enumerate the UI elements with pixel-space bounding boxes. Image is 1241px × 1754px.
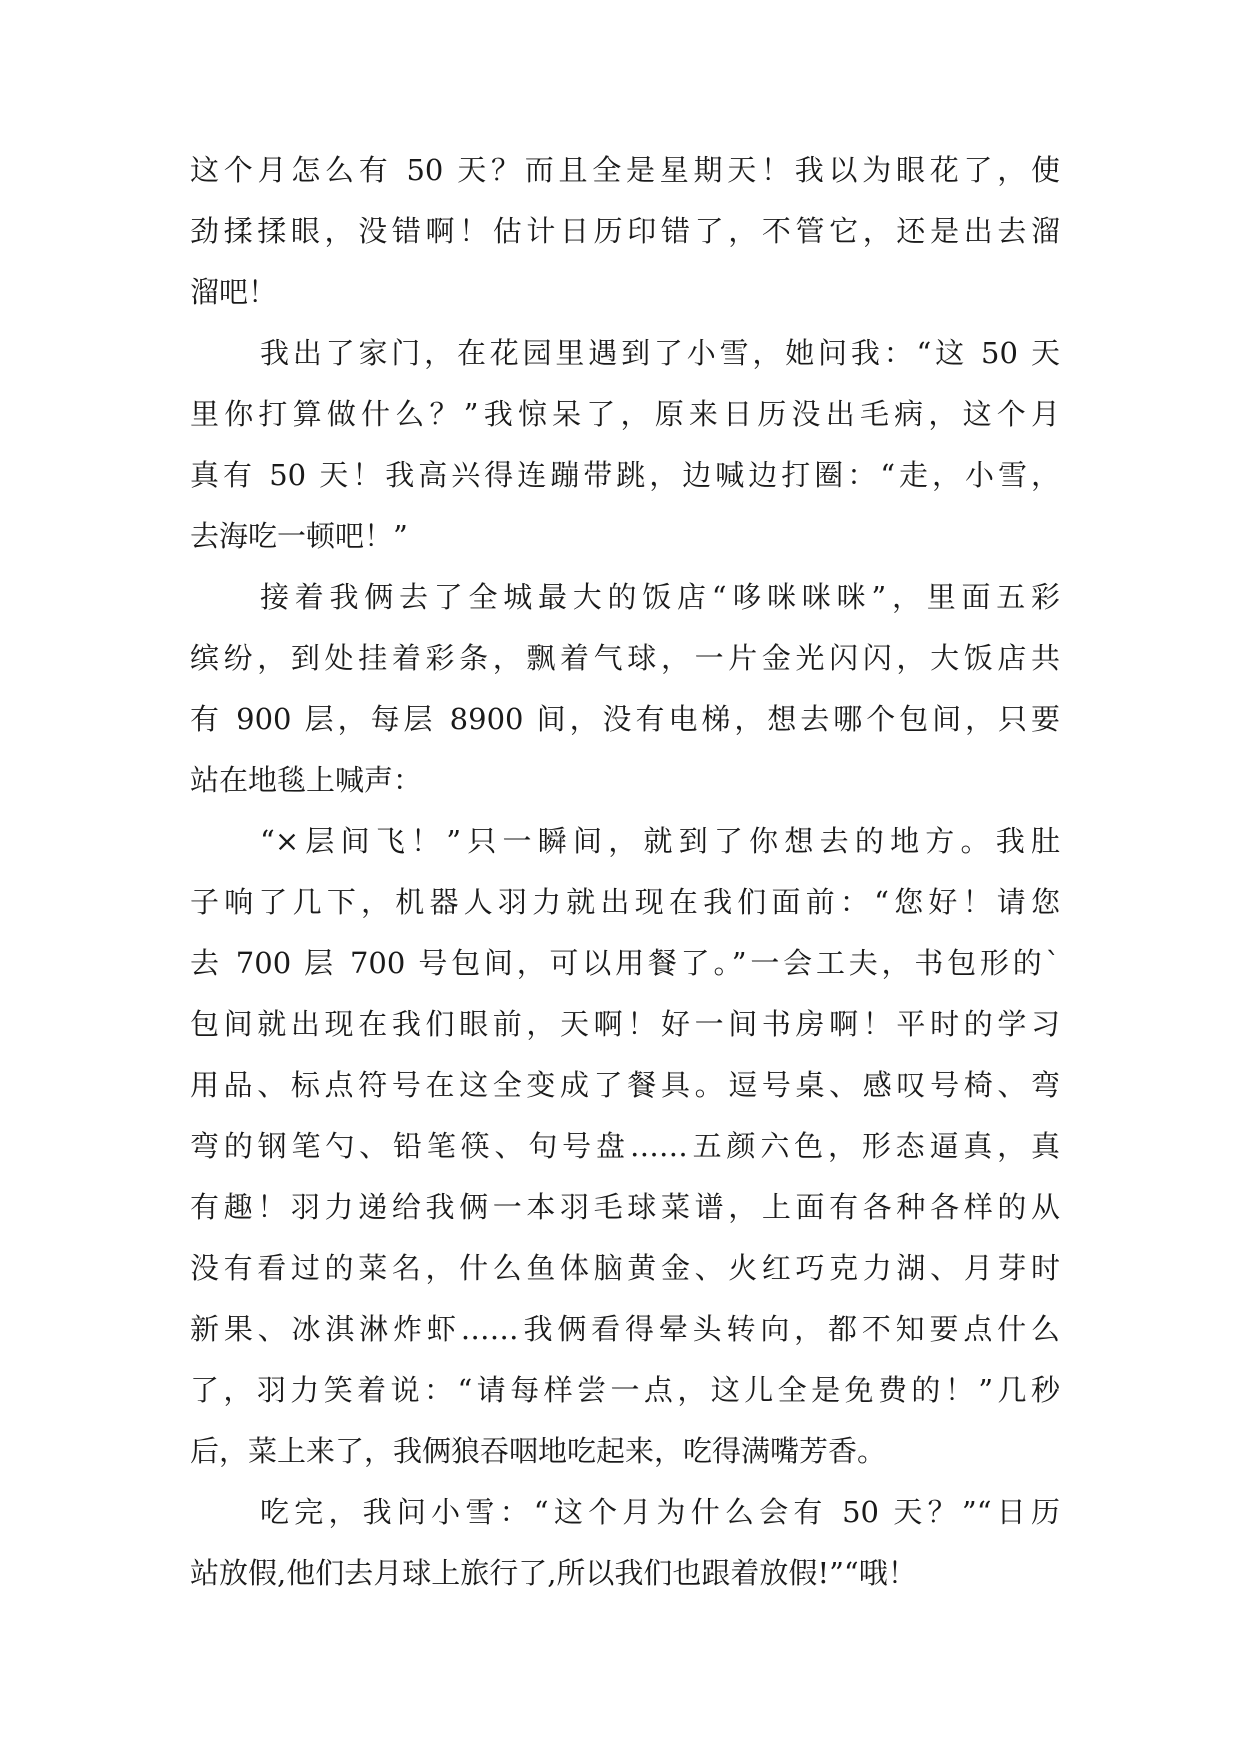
text-line: 缤纷，到处挂着彩条，飘着气球，一片金光闪闪，大饭店共 [190, 641, 1060, 675]
text-line: 用品、标点符号在这全变成了餐具。逗号桌、感叹号椅、弯 [190, 1068, 1060, 1102]
paragraph [190, 1482, 1060, 1604]
paragraph [190, 323, 1060, 567]
text-line: 了，羽力笑着说：“请每样尝一点，这儿全是免费的！”几秒 [190, 1373, 1060, 1407]
text-line: 溜吧！ [190, 275, 278, 309]
text-line: 我出了家门，在花园里遇到了小雪，她问我：“这 50 天 [260, 336, 1060, 370]
text-line: 去海吃一顿吧！” [190, 519, 408, 553]
text-line: 接着我俩去了全城最大的饭店“哆咪咪咪”，里面五彩 [260, 580, 1060, 614]
text-line: 有趣！羽力递给我俩一本羽毛球菜谱，上面有各种各样的从 [190, 1190, 1060, 1224]
text-line: 子响了几下，机器人羽力就出现在我们面前：“您好！请您 [190, 885, 1060, 919]
text-line: 里你打算做什么？”我惊呆了，原来日历没出毛病，这个月 [190, 397, 1060, 431]
text-line: 后，菜上来了，我俩狼吞咽地吃起来，吃得满嘴芳香。 [190, 1434, 887, 1468]
text-line: 劲揉揉眼，没错啊！估计日历印错了，不管它，还是出去溜 [190, 214, 1060, 248]
text-line: “×层间飞！”只一瞬间，就到了你想去的地方。我肚 [260, 824, 1060, 858]
paragraph [190, 140, 1060, 323]
text-line: 站放假,他们去月球上旅行了,所以我们也跟着放假!”“哦！ [190, 1556, 917, 1590]
document-page [190, 140, 1060, 1604]
paragraph [190, 567, 1060, 811]
text-line: 包间就出现在我们眼前，天啊！好一间书房啊！平时的学习 [190, 1007, 1060, 1041]
text-line: 弯的钢笔勺、铅笔筷、句号盘……五颜六色，形态逼真，真 [190, 1129, 1060, 1163]
text-line: 有 900 层，每层 8900 间，没有电梯，想去哪个包间，只要 [190, 702, 1060, 736]
text-line: 这个月怎么有 50 天？而且全是星期天！我以为眼花了，使 [190, 153, 1060, 187]
text-line: 新果、冰淇淋炸虾……我俩看得晕头转向，都不知要点什么 [190, 1312, 1060, 1346]
text-line: 吃完，我问小雪：“这个月为什么会有 50 天？”“日历 [260, 1495, 1060, 1529]
paragraph [190, 811, 1060, 1482]
text-line: 真有 50 天！我高兴得连蹦带跳，边喊边打圈：“走，小雪， [190, 458, 1060, 492]
text-line: 站在地毯上喊声： [190, 763, 423, 797]
text-line: 去 700 层 700 号包间，可以用餐了。”一会工夫，书包形的` [190, 946, 1060, 980]
text-line: 没有看过的菜名，什么鱼体脑黄金、火红巧克力湖、月芽时 [190, 1251, 1060, 1285]
